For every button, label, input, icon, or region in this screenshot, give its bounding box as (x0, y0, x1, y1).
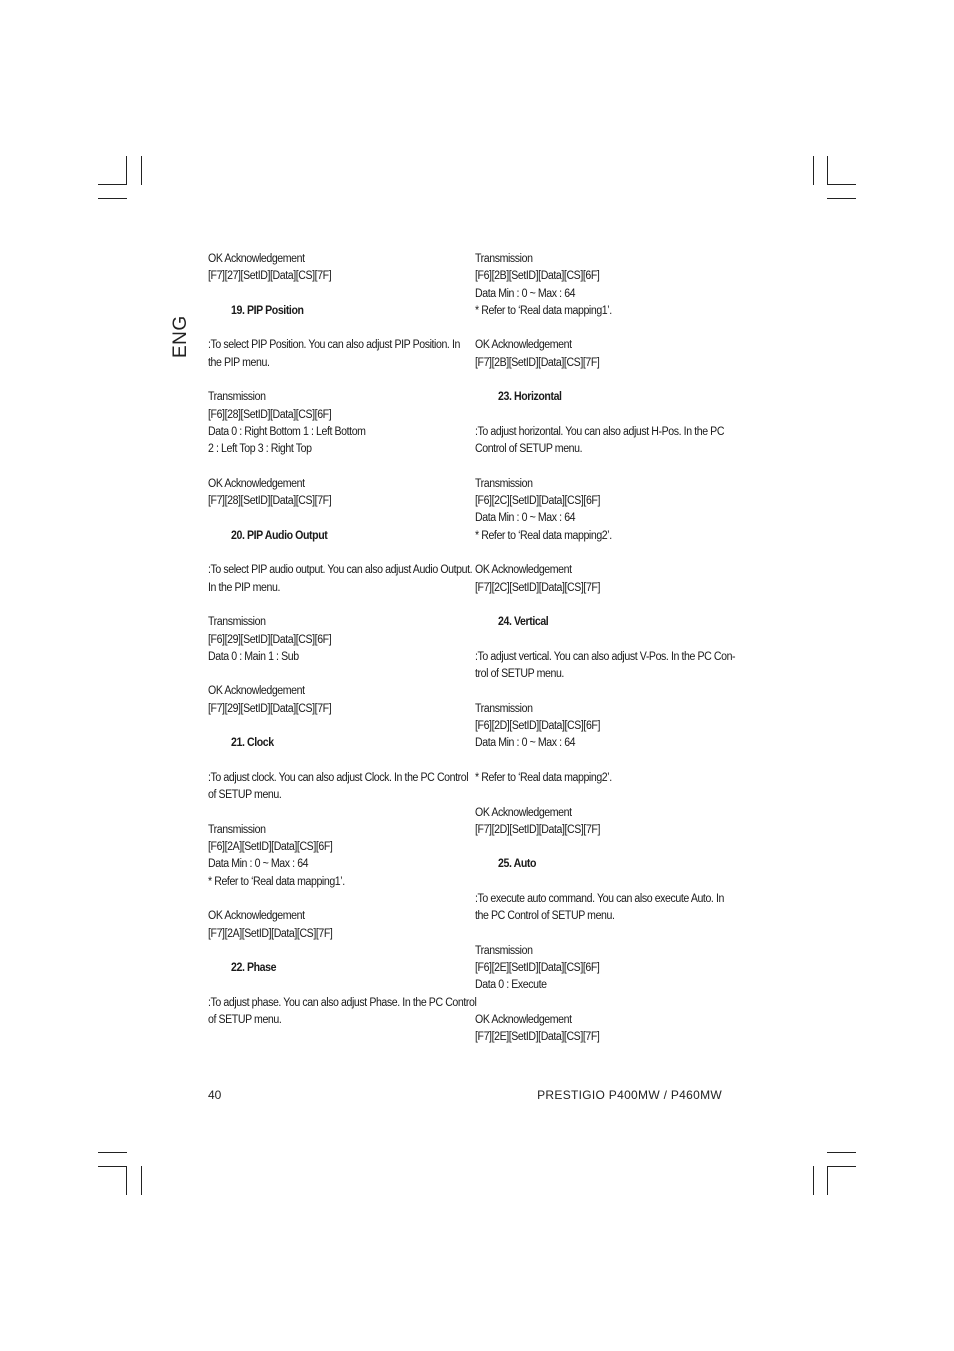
blank-line (475, 753, 725, 770)
blank-line (208, 459, 458, 476)
text-line: OK Acknowledgement (208, 253, 305, 265)
crop-mark-bl-v (126, 1166, 127, 1195)
text-line: OK Acknowledgement (475, 1014, 572, 1027)
text-line: [F6][29][SetID][Data][CS][6F] (208, 633, 332, 646)
text-line: * Refer to ‘Real data mapping2’. (475, 529, 612, 542)
text-line: In the PIP menu. (208, 581, 281, 594)
text-line: * Refer to ‘Real data mapping1’. (208, 875, 345, 888)
text-line: Transmission (475, 702, 533, 715)
crop-mark-bl-h2 (98, 1166, 127, 1167)
text-line: [F7][2C][SetID][Data][CS][7F] (475, 581, 601, 594)
text-line: Transmission (208, 616, 266, 629)
blank-line (475, 372, 725, 389)
crop-mark-bl-v2 (141, 1166, 142, 1195)
text-line: Transmission (475, 253, 533, 265)
text-line: trol of SETUP menu. (475, 668, 564, 681)
text-line: OK Acknowledgement (475, 806, 572, 819)
crop-mark-br-v2 (827, 1166, 828, 1195)
blank-line (208, 510, 458, 527)
text-line: [F6][28][SetID][Data][CS][6F] (208, 408, 332, 421)
blank-line (208, 943, 458, 960)
text-line: :To adjust clock. You can also adjust Clock. In the PC Control (208, 771, 469, 784)
blank-line (475, 683, 725, 700)
blank-line (208, 666, 458, 683)
text-line: Transmission (475, 477, 533, 490)
text-line: Control of SETUP menu. (475, 443, 583, 456)
text-line: Data Min : 0 ~ Max : 64 (475, 287, 576, 300)
crop-mark-br-v (813, 1166, 814, 1195)
crop-mark-br-h2 (827, 1166, 856, 1167)
text-line: OK Acknowledgement (208, 477, 305, 490)
section-heading: 20. PIP Audio Output (231, 529, 328, 542)
text-line: [F6][2C][SetID][Data][CS][6F] (475, 495, 601, 508)
crop-mark-bl-h (98, 1152, 127, 1153)
section-heading: 23. Horizontal (498, 391, 562, 404)
page-number: 40 (208, 1088, 222, 1102)
text-line: :To adjust vertical. You can also adjust V-Pos. In the PC Con- (475, 650, 736, 663)
text-line: * Refer to ‘Real data mapping1’. (475, 304, 612, 317)
crop-mark-tr-v2 (827, 156, 828, 185)
blank-line (208, 891, 458, 908)
text-line: [F6][2B][SetID][Data][CS][6F] (475, 270, 600, 283)
text-line: Data Min : 0 ~ Max : 64 (475, 512, 576, 525)
blank-line (475, 632, 725, 649)
text-line: [F7][2E][SetID][Data][CS][7F] (475, 1031, 600, 1044)
blank-line (208, 753, 458, 770)
blank-line (208, 805, 458, 822)
text-line: [F7][28][SetID][Data][CS][7F] (208, 495, 332, 508)
crop-mark-br-h (827, 1152, 856, 1153)
section-heading: 19. PIP Position (231, 304, 304, 317)
text-line: :To select PIP Position. You can also adjust PIP Position. In (208, 339, 460, 352)
text-line: [F6][2A][SetID][Data][CS][6F] (208, 841, 333, 854)
crop-mark-tl-v2 (141, 156, 142, 185)
language-side-label (170, 315, 192, 360)
text-line: OK Acknowledgement (208, 685, 305, 698)
blank-line (475, 926, 725, 943)
text-line: Data 0 : Right Bottom 1 : Left Bottom (208, 425, 366, 438)
blank-line (208, 718, 458, 735)
blank-line (208, 597, 458, 614)
blank-line (208, 372, 458, 389)
text-line: the PIP menu. (208, 356, 270, 369)
blank-line (475, 545, 725, 562)
blank-line (475, 839, 725, 856)
text-line: * Refer to ‘Real data mapping2’. (475, 771, 612, 784)
section-heading: 22. Phase (231, 962, 277, 975)
crop-mark-tr-h2 (827, 198, 856, 199)
blank-line (475, 320, 725, 337)
text-line: [F7][29][SetID][Data][CS][7F] (208, 702, 332, 715)
text-line: :To adjust horizontal. You can also adjust H-Pos. In the PC (475, 425, 725, 438)
text-line: Transmission (475, 944, 533, 957)
left-text-column (208, 251, 477, 1029)
text-line: [F6][2E][SetID][Data][CS][6F] (475, 962, 600, 975)
text-line: Data 0 : Execute (475, 979, 547, 992)
blank-line (208, 977, 458, 994)
text-line: 2 : Left Top 3 : Right Top (208, 443, 312, 456)
blank-line (208, 320, 458, 337)
text-line: [F6][2D][SetID][Data][CS][6F] (475, 720, 601, 733)
text-line: [F7][2B][SetID][Data][CS][7F] (475, 356, 600, 369)
right-text-column (475, 251, 736, 1047)
crop-mark-tr-h (827, 184, 856, 185)
text-line: Transmission (208, 391, 266, 404)
text-line: OK Acknowledgement (475, 564, 572, 577)
text-line: OK Acknowledgement (475, 339, 572, 352)
section-heading: 24. Vertical (498, 616, 549, 629)
blank-line (208, 545, 458, 562)
text-line: Transmission (208, 823, 266, 836)
text-line: of SETUP menu. (208, 1014, 282, 1027)
text-line: of SETUP menu. (208, 789, 282, 802)
crop-mark-tl-h (98, 184, 127, 185)
text-line: Data Min : 0 ~ Max : 64 (208, 858, 309, 871)
blank-line (475, 597, 725, 614)
text-line: :To execute auto command. You can also execute Auto. In (475, 892, 724, 905)
text-line: [F7][27][SetID][Data][CS][7F] (208, 270, 332, 283)
text-line: :To adjust phase. You can also adjust Phase. In the PC Control (208, 996, 477, 1009)
text-line: Data Min : 0 ~ Max : 64 (475, 737, 576, 750)
text-line: [F7][2A][SetID][Data][CS][7F] (208, 927, 333, 940)
crop-mark-tr-v (813, 156, 814, 185)
section-heading: 21. Clock (231, 737, 274, 750)
text-line: Data 0 : Main 1 : Sub (208, 650, 299, 663)
blank-line (208, 286, 458, 303)
blank-line (475, 407, 725, 424)
crop-mark-tl-h2 (98, 198, 127, 199)
text-line: :To select PIP audio output. You can also adjust Audio Output. (208, 564, 473, 577)
text-line: OK Acknowledgement (208, 910, 305, 923)
text-line: the PC Control of SETUP menu. (475, 910, 615, 923)
blank-line (475, 459, 725, 476)
blank-line (475, 874, 725, 891)
blank-line (475, 995, 725, 1012)
section-heading: 25. Auto (498, 858, 537, 871)
language-label-text: ENG (170, 315, 191, 358)
footer-model-name: PRESTIGIO P400MW / P460MW (537, 1088, 722, 1102)
blank-line (475, 787, 725, 804)
text-line: [F7][2D][SetID][Data][CS][7F] (475, 823, 601, 836)
crop-mark-tl-v (126, 156, 127, 185)
